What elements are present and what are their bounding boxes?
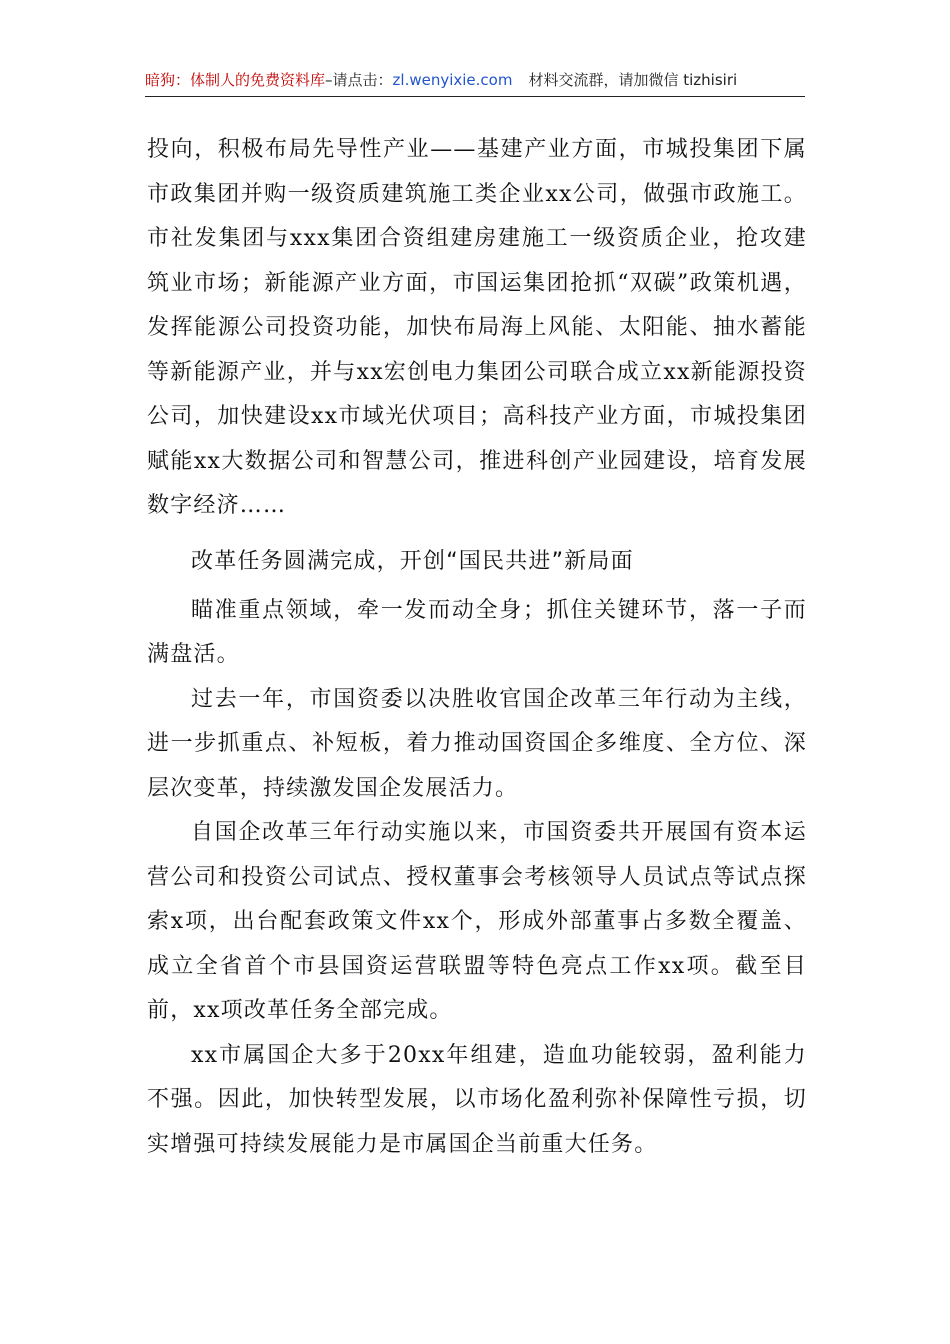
header-wechat-note: 材料交流群，请加微信 tizhisiri — [528, 71, 738, 89]
header-site-link[interactable]: zl.wenyixie.com — [392, 71, 513, 89]
page-header — [145, 68, 805, 97]
paragraph: 瞄准重点领域，牵一发而动全身；抓住关键环节，落一子而满盘活。 — [147, 597, 807, 667]
paragraph: 自国企改革三年行动实施以来，市国资委共开展国有资本运营公司和投资公司试点、授权董事会考核领导人员试点等试点探索x项，出台配套政策文件xx个，形成外部董事占多数全覆盖、成立全省首个市县国资运营联盟等特色亮点工作xx项。截至目前，xx项改革任务全部完成。 — [147, 820, 807, 1023]
header-brand: 暗狗：体制人的免费资料库 — [145, 71, 326, 89]
paragraph-continuation: 投向，积极布局先导性产业——基建产业方面，市城投集团下属市政集团并购一级资质建筑施工类企业xx公司，做强市政施工。市社发集团与xxx集团合资组建房建施工一级资质企业，抢攻建筑业市场；新能源产业方面，市国运集团抢抓“双碳”政策机遇，发挥能源公司投资功能，加快布局海上风能、太阳能、抽水蓄能等新能源产业，并与xx宏创电力集团公司联合成立xx新能源投资公司，加快建设xx市域光伏项目；高科技产业方面，市城投集团赋能xx大数据公司和智慧公司，推进科创产业园建设，培育发展数字经济…… — [147, 137, 807, 518]
section-heading: 改革任务圆满完成，开创“国民共进”新局面 — [191, 548, 634, 574]
header-prompt: –请点击： — [325, 71, 393, 89]
document-body — [147, 128, 807, 1167]
paragraph: xx市属国企大多于20xx年组建，造血功能较弱，盈利能力不强。因此，加快转型发展，以市场化盈利弥补保障性亏损，切实增强可持续发展能力是市属国企当前重大任务。 — [147, 1042, 807, 1157]
paragraph: 过去一年，市国资委以决胜收官国企改革三年行动为主线，进一步抓重点、补短板，着力推动国资国企多维度、全方位、深层次变革，持续激发国企发展活力。 — [147, 686, 807, 801]
